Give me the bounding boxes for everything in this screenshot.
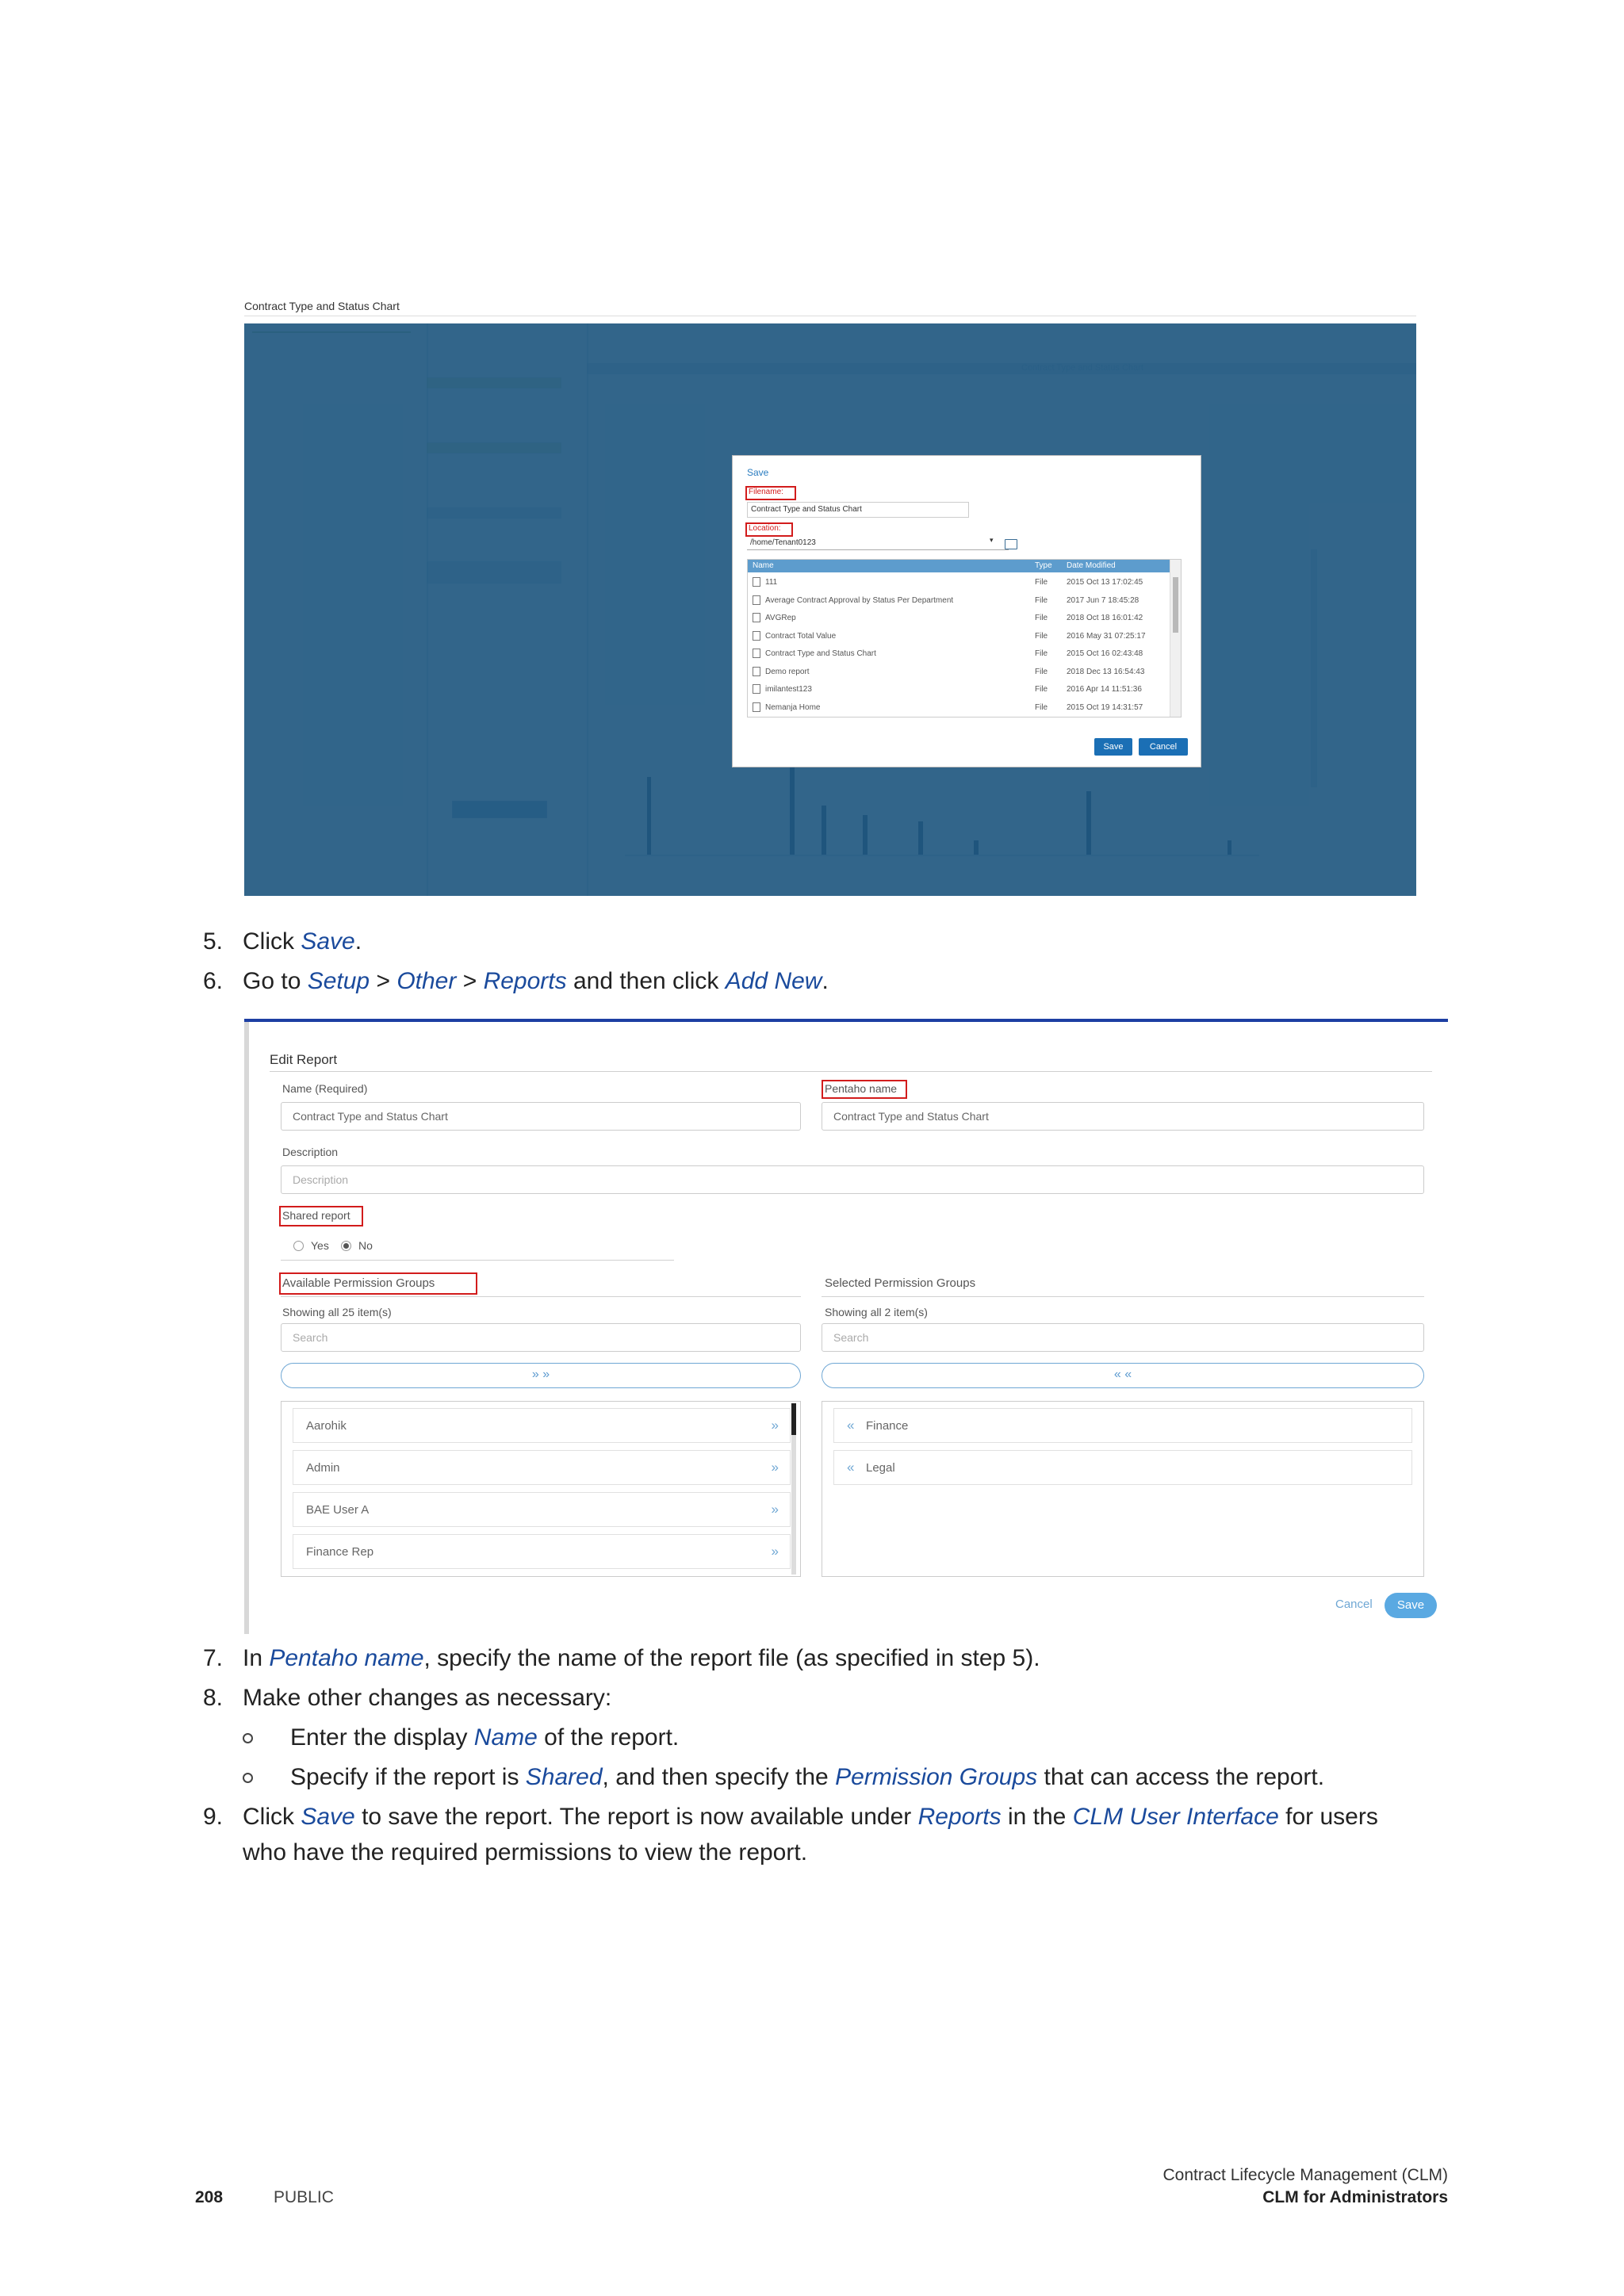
- available-group-item[interactable]: [293, 1492, 791, 1527]
- chevron-left-icon[interactable]: «: [847, 1460, 855, 1475]
- step-text: who have the required permissions to view the report.: [243, 1839, 808, 1866]
- filename-input[interactable]: Contract Type and Status Chart: [747, 502, 969, 518]
- group-label: BAE User A: [306, 1503, 370, 1517]
- step-number: 8.: [203, 1685, 224, 1711]
- location-select[interactable]: /home/Tenant0123: [747, 538, 1009, 550]
- divider: [281, 1296, 801, 1297]
- file-date: 2018 Dec 13 16:54:43: [1067, 667, 1145, 676]
- step-number: 5.: [203, 928, 224, 955]
- step-text: [243, 967, 829, 996]
- location-label: Location:: [749, 524, 781, 533]
- available-search-input[interactable]: Search: [281, 1323, 801, 1352]
- file-name: imilantest123: [765, 685, 812, 694]
- available-count: Showing all 25 item(s): [282, 1306, 392, 1318]
- file-type: File: [1035, 667, 1048, 676]
- ui-term-save: Save: [301, 928, 355, 955]
- file-row[interactable]: [748, 592, 1170, 610]
- file-type: File: [1035, 631, 1048, 641]
- shared-yes-radio[interactable]: [293, 1241, 304, 1251]
- caret-down-icon[interactable]: ▾: [990, 536, 994, 544]
- file-row[interactable]: [748, 574, 1170, 591]
- cancel-button[interactable]: Cancel: [1139, 738, 1188, 756]
- document-title: Contract Lifecycle Management (CLM): [1162, 2166, 1448, 2184]
- step-text: [243, 928, 362, 956]
- file-icon: [753, 667, 760, 676]
- text: that can access the report.: [1037, 1764, 1325, 1790]
- chevron-left-icon[interactable]: «: [847, 1418, 855, 1433]
- ui-term-save: Save: [301, 1804, 355, 1830]
- step-number: 9.: [203, 1804, 224, 1830]
- file-icon: [753, 595, 760, 605]
- file-row[interactable]: [748, 610, 1170, 627]
- name-field[interactable]: Contract Type and Status Chart: [281, 1102, 801, 1131]
- file-icon: [753, 631, 760, 641]
- text: to save the report. The report is now available under: [354, 1804, 918, 1830]
- save-button[interactable]: Save: [1094, 738, 1132, 756]
- file-icon: [753, 649, 760, 658]
- chevron-right-icon[interactable]: »: [771, 1544, 779, 1559]
- pentaho-name-label: Pentaho name: [825, 1082, 898, 1095]
- text: >: [370, 968, 397, 994]
- no-label: No: [358, 1239, 373, 1252]
- group-label: Admin: [306, 1461, 340, 1475]
- save-button[interactable]: Save: [1385, 1593, 1437, 1618]
- description-field[interactable]: Description: [281, 1165, 1424, 1194]
- selected-groups-label: Selected Permission Groups: [825, 1276, 976, 1290]
- file-table-header: [748, 560, 1170, 572]
- text: Go to: [243, 968, 308, 994]
- pentaho-save-screenshot: [244, 293, 1416, 896]
- ui-term-setup: Setup: [307, 968, 370, 994]
- classification: PUBLIC: [274, 2188, 334, 2206]
- text: .: [822, 968, 829, 994]
- selected-groups-list: [822, 1401, 1424, 1577]
- file-row[interactable]: [748, 628, 1170, 645]
- file-date: 2015 Oct 13 17:02:45: [1067, 578, 1143, 587]
- chevron-right-icon[interactable]: »: [771, 1460, 779, 1475]
- file-name: AVGRep: [765, 614, 796, 622]
- file-row[interactable]: [748, 645, 1170, 663]
- file-row[interactable]: [748, 699, 1170, 717]
- scrollbar-thumb[interactable]: [791, 1403, 796, 1435]
- shared-no-radio[interactable]: [341, 1241, 351, 1251]
- selected-group-item[interactable]: [833, 1408, 1412, 1443]
- document-subtitle: CLM for Administrators: [1262, 2188, 1448, 2206]
- file-type: File: [1035, 595, 1048, 605]
- folder-icon[interactable]: [1005, 539, 1017, 549]
- filename-label: Filename:: [749, 488, 783, 496]
- text: and then click: [566, 968, 726, 994]
- file-date: 2018 Oct 18 16:01:42: [1067, 614, 1143, 622]
- available-group-item[interactable]: [293, 1450, 791, 1485]
- column-header-name: Name: [753, 561, 774, 570]
- ui-term-shared: Shared: [525, 1764, 603, 1790]
- selected-search-input[interactable]: Search: [822, 1323, 1424, 1352]
- available-group-item[interactable]: [293, 1534, 791, 1569]
- available-group-item[interactable]: [293, 1408, 791, 1443]
- file-name: Contract Type and Status Chart: [765, 649, 876, 658]
- text: of the report.: [537, 1724, 680, 1751]
- step-number: 6.: [203, 968, 224, 994]
- file-icon: [753, 577, 760, 587]
- ui-term-name: Name: [473, 1724, 538, 1751]
- column-header-type: Type: [1035, 561, 1052, 570]
- description-label: Description: [282, 1146, 339, 1158]
- header-accent: [244, 1019, 1448, 1022]
- file-scrollbar[interactable]: [1170, 560, 1181, 717]
- divider: [270, 1071, 1432, 1072]
- step-number: 7.: [203, 1645, 224, 1671]
- group-label: Aarohik: [306, 1419, 347, 1433]
- ui-term-reports: Reports: [917, 1804, 1002, 1830]
- edit-report-screenshot: [244, 1019, 1448, 1637]
- bullet-icon: [243, 1733, 253, 1743]
- selected-count: Showing all 2 item(s): [825, 1306, 928, 1318]
- available-list-scrollbar[interactable]: [791, 1403, 796, 1575]
- text: >: [456, 968, 484, 994]
- chevron-right-icon[interactable]: »: [771, 1502, 779, 1517]
- ui-term-clm-ui: CLM User Interface: [1072, 1804, 1279, 1830]
- file-name: Contract Total Value: [765, 631, 837, 641]
- group-label: Finance: [866, 1419, 909, 1433]
- text: , specify the name of the report file (as specified in step 5).: [423, 1645, 1040, 1671]
- file-row[interactable]: [748, 681, 1170, 698]
- text: , and then specify the: [602, 1764, 836, 1790]
- available-groups-label: Available Permission Groups: [282, 1276, 435, 1290]
- move-all-right-button[interactable]: » »: [281, 1363, 801, 1388]
- file-icon: [753, 613, 760, 622]
- shared-report-label: Shared report: [282, 1209, 350, 1222]
- ui-term-permission-groups: Permission Groups: [835, 1764, 1038, 1790]
- ui-term-reports: Reports: [483, 968, 567, 994]
- file-type: File: [1035, 685, 1048, 694]
- file-name: Demo report: [765, 667, 810, 676]
- text: Click: [243, 928, 301, 955]
- screenshot-title: Contract Type and Status Chart: [244, 300, 400, 312]
- page-title: Edit Report: [270, 1052, 338, 1067]
- file-type: File: [1035, 702, 1048, 712]
- cancel-button[interactable]: Cancel: [1335, 1598, 1373, 1611]
- text: Click: [243, 1804, 301, 1830]
- selected-group-item[interactable]: [833, 1450, 1412, 1485]
- text: Specify if the report is: [290, 1764, 526, 1790]
- divider: [822, 1296, 1424, 1297]
- page-number: 208: [195, 2188, 224, 2206]
- text: Enter the display: [290, 1724, 474, 1751]
- bullet-text: [290, 1724, 679, 1752]
- file-date: 2015 Oct 16 02:43:48: [1067, 649, 1143, 658]
- yes-label: Yes: [311, 1239, 329, 1252]
- bullet-icon: [243, 1773, 253, 1783]
- file-type: File: [1035, 649, 1048, 658]
- file-date: 2016 May 31 07:25:17: [1067, 631, 1146, 641]
- text: In: [243, 1645, 270, 1671]
- pentaho-name-field[interactable]: Contract Type and Status Chart: [822, 1102, 1424, 1131]
- file-name: Nemanja Home: [765, 702, 821, 712]
- step-text: [243, 1644, 1040, 1673]
- group-label: Legal: [866, 1461, 895, 1475]
- file-row[interactable]: [748, 664, 1170, 681]
- dialog-title: Save: [747, 467, 769, 478]
- divider: [281, 1260, 674, 1261]
- file-browser: [747, 559, 1182, 718]
- left-border: [244, 1022, 249, 1634]
- move-all-left-button[interactable]: « «: [822, 1363, 1424, 1388]
- group-label: Finance Rep: [306, 1545, 374, 1559]
- file-type: File: [1035, 614, 1048, 622]
- text: .: [354, 928, 362, 955]
- available-groups-list: [281, 1401, 801, 1577]
- file-name: Average Contract Approval by Status Per Department: [765, 595, 954, 605]
- file-icon: [753, 702, 760, 712]
- file-type: File: [1035, 578, 1048, 587]
- file-name: 111: [765, 578, 778, 587]
- ui-term-other: Other: [396, 968, 457, 994]
- text: for users: [1278, 1804, 1378, 1830]
- scrollbar-thumb[interactable]: [1173, 577, 1178, 633]
- file-date: 2017 Jun 7 18:45:28: [1067, 595, 1139, 605]
- file-icon: [753, 684, 760, 694]
- step-text: [243, 1803, 1378, 1831]
- name-label: Name (Required): [282, 1082, 368, 1095]
- chevron-right-icon[interactable]: »: [771, 1418, 779, 1433]
- file-date: 2016 Apr 14 11:51:36: [1067, 685, 1142, 694]
- column-header-date: Date Modified: [1067, 561, 1116, 570]
- bullet-text: [290, 1763, 1324, 1792]
- step-text: Make other changes as necessary:: [243, 1685, 612, 1711]
- text: in the: [1001, 1804, 1073, 1830]
- save-dialog: [732, 455, 1201, 767]
- analyzer-window: [244, 323, 1416, 896]
- ui-term-pentaho-name: Pentaho name: [269, 1645, 424, 1671]
- file-date: 2015 Oct 19 14:31:57: [1067, 702, 1143, 712]
- ui-term-add-new: Add New: [725, 968, 822, 994]
